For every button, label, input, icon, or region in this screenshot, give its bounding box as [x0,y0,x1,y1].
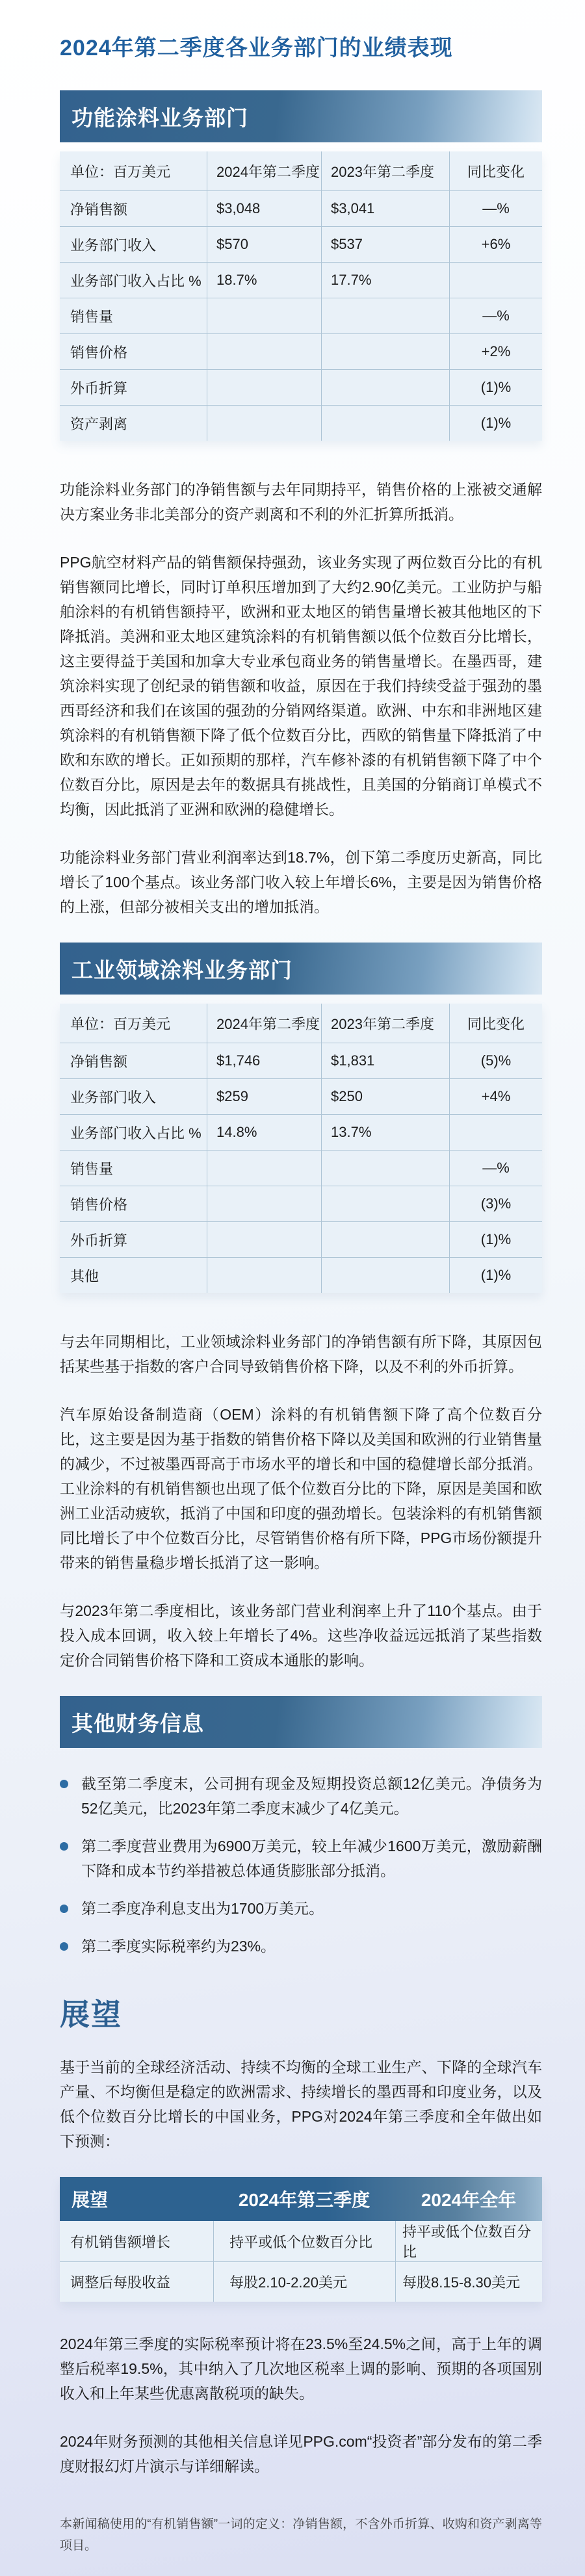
list-item [60,1934,542,1958]
value-2023: $250 [321,1079,449,1114]
bullet-icon [60,1842,68,1851]
bullet-list [60,1771,542,1958]
value-2023: $3,041 [321,191,449,226]
page-title: 2024年第二季度各业务部门的业绩表现 [60,36,453,60]
bullet-text: 第二季度净利息支出为1700万美元。 [81,1900,324,1917]
value-2024 [207,1151,321,1186]
value-yoy: +4% [449,1079,542,1114]
value-2023 [321,1222,449,1257]
row-label: 外币折算 [70,1232,128,1249]
column-header-q2-2023: 2023年第二季度 [321,151,449,190]
more-info-paragraph: 2024年财务预测的其他相关信息详见PPG.com“投资者”部分发布的第二季度财报幻灯片演示与详细解读。 [60,2433,542,2475]
value-yoy: —% [449,298,542,333]
value-yoy [449,263,542,298]
table-row [60,1114,542,1150]
table-row [60,2261,542,2302]
section-header-performance-coatings: 功能涂料业务部门 [60,90,542,142]
table-row [60,333,542,369]
value-yoy: +6% [449,227,542,262]
value-2023: 17.7% [321,263,449,298]
row-label: 销售价格 [70,344,128,361]
column-header-q2-2024: 2024年第二季度 [207,1004,321,1043]
outlook-col-q3-2024: 2024年第三季度 [238,2190,370,2210]
bullet-icon [60,1905,68,1913]
table-header-row [60,1004,542,1043]
performance-coatings-table [60,151,542,441]
section-header-other-financial: 其他财务信息 [60,1696,542,1748]
value-2024: $1,746 [207,1043,321,1078]
value-q3: 持平或低个位数百分比 [213,2221,395,2261]
row-label: 调整后每股收益 [70,2274,171,2291]
value-2024: $3,048 [207,191,321,226]
row-label: 外币折算 [70,380,128,397]
paragraph: 功能涂料业务部门营业利润率达到18.7%，创下第二季度历史新高，同比增长了100个基点。该业务部门收入较上年增长6%，主要是因为销售价格的上涨，但部分被相关支出的增加抵消。 [60,849,542,915]
value-2024 [207,406,321,441]
row-label: 其他 [70,1268,99,1284]
value-yoy: (5)% [449,1043,542,1078]
tax-rate-paragraph: 2024年第三季度的实际税率预计将在23.5%至24.5%之间，高于上年的调整后税率19.5%，其中纳入了几次地区税率上调的影响、预期的各项国别收入和上年某些优惠离散税项的缺失。 [60,2335,542,2402]
value-2024 [207,298,321,333]
paragraph: 功能涂料业务部门的净销售额与去年同期持平，销售价格的上涨被交通解决方案业务非北美部分的资产剥离和不利的外汇折算所抵消。 [60,481,542,523]
outlook-intro: 基于当前的全球经济活动、持续不均衡的全球工业生产、下降的全球汽车产量、不均衡但是稳定的欧洲需求、持续增长的墨西哥和印度业务，以及低个位数百分比增长的中国业务，PPG对2024年第三季度和全年做出如下预测： [60,2059,542,2150]
value-yoy: (1)% [449,406,542,441]
table-header-row [60,151,542,190]
value-2024: 14.8% [207,1115,321,1150]
value-2023 [321,1186,449,1221]
row-label: 净销售额 [70,1053,128,1070]
value-2024: $259 [207,1079,321,1114]
row-label: 业务部门收入占比 % [70,1125,202,1141]
list-item [60,1896,542,1921]
value-2023 [321,406,449,441]
value-yoy: —% [449,1151,542,1186]
paragraph: 与去年同期相比，工业领域涂料业务部门的净销售额有所下降，其原因包括某些基于指数的客户合同导致销售价格下降，以及不利的外币折算。 [60,1333,542,1375]
table-row [60,405,542,441]
column-header-yoy: 同比变化 [449,1004,542,1043]
row-label: 销售价格 [70,1196,128,1213]
value-yoy: (3)% [449,1186,542,1221]
column-header-unit: 单位：百万美元 [70,163,171,180]
section-other-financial [60,1696,542,1958]
column-header-yoy: 同比变化 [449,151,542,190]
value-yoy [449,1115,542,1150]
value-yoy: —% [449,191,542,226]
value-2023 [321,1258,449,1293]
bullet-icon [60,1780,68,1788]
table-row [60,1257,542,1293]
table-row [60,1186,542,1221]
row-label: 销售量 [70,1160,114,1177]
value-2024 [207,334,321,369]
section-outlook [60,1991,542,2478]
industrial-coatings-table [60,1004,542,1293]
table-row [60,1150,542,1186]
table-row [60,2221,542,2261]
row-label: 净销售额 [70,201,128,218]
value-yoy: (1)% [449,370,542,405]
column-header-unit: 单位：百万美元 [70,1015,171,1032]
outlook-table-header [60,2177,542,2221]
section-industrial-coatings [60,943,542,1672]
value-yoy: (1)% [449,1222,542,1257]
bullet-icon [60,1942,68,1951]
value-2023: 13.7% [321,1115,449,1150]
value-2024: $570 [207,227,321,262]
value-2024 [207,1186,321,1221]
table-row [60,190,542,226]
outlook-col-label: 展望 [72,2190,109,2210]
value-2023 [321,334,449,369]
value-yoy: +2% [449,334,542,369]
value-yoy: (1)% [449,1258,542,1293]
table-row [60,226,542,262]
value-fy: 每股8.15-8.30美元 [395,2262,542,2302]
value-2024 [207,1258,321,1293]
paragraph: 与2023年第二季度相比，该业务部门营业利润率上升了110个基点。由于投入成本回调，收入较上年增长了4%。这些净收益远远抵消了某些指数定价合同销售价格下降和工资成本通胀的影响。 [60,1602,542,1669]
value-2023: $537 [321,227,449,262]
value-2023 [321,298,449,333]
bullet-text: 第二季度营业费用为6900万美元，较上年减少1600万美元，激励薪酬下降和成本节约举措被总体通货膨胀部分抵消。 [81,1838,542,1879]
row-label: 有机销售额增长 [70,2233,171,2250]
row-label: 销售量 [70,308,114,325]
value-2023 [321,1151,449,1186]
value-2023: $1,831 [321,1043,449,1078]
row-label: 业务部门收入占比 % [70,272,202,289]
bullet-text: 截至第二季度末，公司拥有现金及短期投资总额12亿美元。净债务为52亿美元，比2023年第二季度末减少了4亿美元。 [81,1775,542,1817]
list-item [60,1834,542,1883]
paragraph: 汽车原始设备制造商（OEM）涂料的有机销售额下降了高个位数百分比，这主要是因为基于指数的销售价格下降以及美国和欧洲的行业销售量的减少，不过被墨西哥高于市场水平的增长和中国的稳健增长部分抵消。工业涂料的有机销售额也出现了低个位数百分比的下降，原因是美国和欧洲工业活动疲软，抵消了中国和印度的强劲增长。包装涂料的有机销售额同比增长了中个位数百分比，尽管销售价格有所下降，PPG市场份额提升带来的销售量稳步增长抵消了这一影响。 [60,1406,542,1571]
outlook-table-body [60,2221,542,2302]
value-2023 [321,370,449,405]
table-row [60,1078,542,1114]
row-label: 业务部门收入 [70,1089,157,1106]
section-performance-coatings [60,90,542,919]
section-header-industrial-coatings: 工业领域涂料业务部门 [60,943,542,995]
row-label: 资产剥离 [70,415,128,432]
bullet-text: 第二季度实际税率约为23%。 [81,1938,276,1955]
table-row [60,262,542,298]
table-row [60,1043,542,1078]
value-q3: 每股2.10-2.20美元 [213,2262,395,2302]
value-2024 [207,1222,321,1257]
organic-sales-footnote: 本新闻稿使用的“有机销售额”一词的定义：净销售额，不含外币折算、收购和资产剥离等项目。 [60,2517,542,2553]
outlook-col-fy-2024: 2024年全年 [421,2190,517,2210]
table-row [60,1221,542,1257]
value-2024 [207,370,321,405]
table-row [60,369,542,405]
paragraph: PPG航空材料产品的销售额保持强劲，该业务实现了两位数百分比的有机销售额同比增长，同时订单积压增加到了大约2.90亿美元。工业防护与船舶涂料的有机销售额持平，欧洲和亚太地区的销售量增长被其他地区的下降抵消。美洲和亚太地区建筑涂料的有机销售额以低个位数百分比增长，这主要得益于美国和加拿大专业承包商业务的销售量增长。在墨西哥，建筑涂料实现了创纪录的销售额和收益，原因在于我们持续受益于强劲的墨西哥经济和我们在该国的强劲的分销网络渠道。欧洲、中东和非洲地区建筑涂料的有机销售额下降了低个位数百分比，西欧的销售量下降抵消了中欧和东欧的增长。正如预期的那样，汽车修补漆的有机销售额下降了中个位数百分比，原因是去年的数据具有挑战性，且美国的分销商订单模式不均衡，因此抵消了亚洲和欧洲的稳健增长。 [60,554,542,818]
list-item [60,1771,542,1821]
value-fy: 持平或低个位数百分比 [395,2221,542,2261]
row-label: 业务部门收入 [70,237,157,254]
value-2024: 18.7% [207,263,321,298]
column-header-q2-2024: 2024年第二季度 [207,151,321,190]
outlook-table [60,2177,542,2302]
table-row [60,298,542,333]
outlook-heading: 展望 [60,1997,122,2031]
column-header-q2-2023: 2023年第二季度 [321,1004,449,1043]
